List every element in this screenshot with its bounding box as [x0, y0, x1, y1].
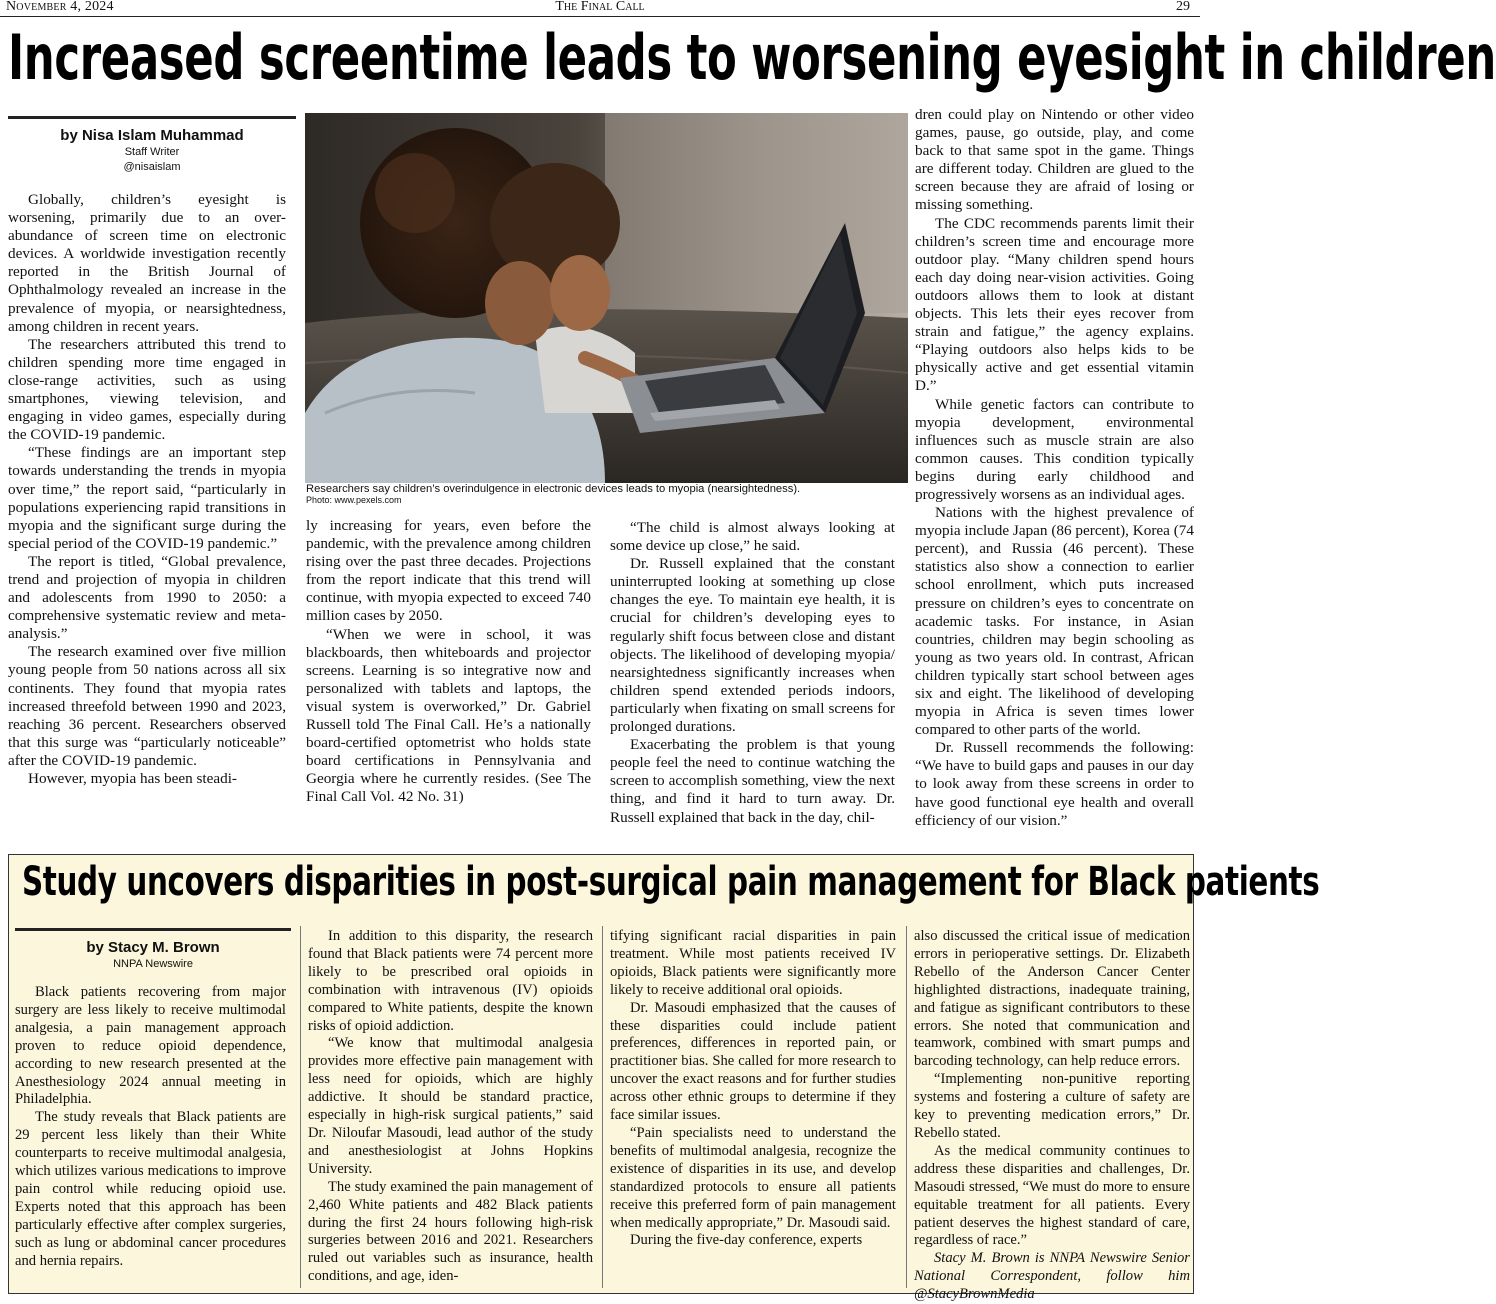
paragraph: Dr. Russell recommends the following: “We have to build gaps and pauses in our day to look away from these screens in order to have good functional eye health and overall efficiency of our vision.”	[915, 739, 1194, 829]
article-column-1	[8, 191, 286, 788]
paragraph: In addition to this disparity, the research found that Black patients were 74 percent more likely to be prescribed oral opioids in combination with intravenous (IV) opioids compared to White patients, despite the known risks of opioid addiction.	[308, 928, 593, 1034]
photo-caption-block	[306, 483, 906, 506]
article-column-4	[915, 106, 1194, 830]
paragraph: “When we were in school, it was blackboards, then whiteboards and projector screens. Learning is so integrative now and personalized with tablets and laptops, the visual system is overworked,” Dr. Gabriel Russell told The Final Call. He’s a nationally board-certified optometrist who holds state board certifications in Pennsylvania and Georgia where he currently resides. (See The Final Call Vol. 42 No. 31)	[306, 625, 591, 806]
author-handle: @nisaislam	[123, 161, 181, 173]
author-note: Stacy M. Brown is NNPA Newswire Senior National Correspondent, follow him @StacyBrownMedia	[914, 1250, 1190, 1303]
paragraph: “We know that multimodal analgesia provides more effective pain management with less need for opioids, which are highly addictive. It should be standard practice, especially in high-risk surgical patients,” said Dr. Niloufar Masoudi, lead author of the study and anesthesiologist at Johns Hopkins University.	[308, 1035, 593, 1177]
paragraph: tifying significant racial disparities in pain treatment. While most patients received IV opioids, Black patients were significantly more likely to receive additional oral opioids.	[610, 928, 896, 998]
paragraph: dren could play on Nintendo or other video games, pause, go outside, play, and come back to that same spot in the game. Things are different today. Children are glued to the screen because they are afraid of losing or missing something.	[915, 106, 1194, 214]
paragraph: The study reveals that Black patients are 29 percent less likely than their White counterparts to receive multimodal analgesia, which utilizes various medications to improve pain control while reducing opioid use. Experts noted that this approach has been particularly effective after complex surgeries, such as lung or abdominal cancer procedures and hernia repairs.	[15, 1109, 286, 1269]
paragraph: Nations with the highest prevalence of myopia include Japan (86 percent), Korea (74 percent), and Russia (46 percent). These statistics also show a connection to earlier school enrollment, which puts increased pressure on children’s eyes to concentrate on academic tasks. For instance, in Asian countries, children may begin schooling as young as two years old. In contrast, African children typically start school between ages six and eight. The likelihood of developing myopia in Africa is seven times lower compared to other parts of the world.	[915, 504, 1194, 739]
paragraph: During the five-day conference, experts	[630, 1232, 863, 1249]
article-column-1	[15, 984, 286, 1271]
author-name: by Stacy M. Brown	[86, 939, 220, 956]
paragraph: “The child is almost always looking at some device up close,” he said.	[610, 519, 895, 555]
paragraph: Globally, children’s eyesight is worsening, primarily due to an over-abundance of screen time on electronic devices. A worldwide investigation recently reported in the British Journal of Ophthalmology revealed an increase in the prevalence of myopia, or nearsightedness, among children in recent years.	[8, 191, 286, 335]
article-column-2	[306, 517, 591, 807]
paragraph: also discussed the critical issue of medication errors in perioperative settings. Dr. Elizabeth Rebello of the Anderson Cancer Center highlighted distractions, inadequate training, and fatigue as significant contributors to these errors. She noted that communication and teamwork, combined with smart pumps and barcoding technology, can help reduce errors.	[914, 928, 1190, 1070]
page-number: 29	[1176, 0, 1190, 14]
newspaper-name: The Final Call	[555, 0, 645, 14]
paragraph: The CDC recommends parents limit their children’s screen time and encourage more outdoor play. “Many children spend hours each day doing near-vision activities. Going outdoors allows them to look at distant objects. This lets their eyes recover from strain and fatigue,” the agency explains. “Playing outdoors also helps kids to be physically active and get essential vitamin D.”	[915, 214, 1194, 395]
article-column-3	[610, 519, 895, 827]
page-header	[0, 0, 1200, 17]
photo-credit: Photo: www.pexels.com	[306, 495, 402, 505]
article-headline: Increased screentime leads to worsening eyesight in children	[8, 21, 1496, 94]
issue-date: November 4, 2024	[6, 0, 114, 14]
article-photo	[305, 113, 908, 483]
paragraph: The report is titled, “Global prevalence, trend and projection of myopia in children and adolescents from 1990 to 2050: a comprehensive systematic review and meta-analysis.”	[8, 552, 286, 643]
column-divider	[906, 926, 907, 1288]
author-name: by Nisa Islam Muhammad	[60, 127, 244, 144]
article-column-2	[308, 928, 593, 1286]
paragraph: ly increasing for years, even before the pandemic, with the prevalence among children rising over the past three decades. Projections from the report indicate that this trend will continue, with myopia expected to exceed 740 million cases by 2050.	[306, 517, 591, 625]
author-role: NNPA Newswire	[113, 958, 193, 970]
paragraph: Black patients recovering from major surgery are less likely to receive multimodal analgesia, a pain management approach proven to reduce opioid dependence, according to new research presented at the Anesthesiology 2024 annual meeting in Philadelphia.	[15, 984, 286, 1108]
column-divider	[300, 926, 301, 1288]
article-headline: Study uncovers disparities in post-surgical pain management for Black patients	[22, 859, 1320, 905]
children-laptop-illustration	[305, 113, 908, 483]
byline-rule	[8, 116, 296, 119]
paragraph: However, myopia has been steadi-	[28, 770, 237, 787]
paragraph: The research examined over five million young people from 50 nations across all six continents. They found that myopia rates increased threefold between 1990 and 2023, reaching 36 percent. Researchers observed that this surge was “particularly noticeable” after the COVID-19 pandemic.	[8, 643, 286, 769]
paragraph: “Implementing non-punitive reporting systems and fostering a culture of safety are key to preventing medication errors,” Dr. Rebello stated.	[914, 1071, 1190, 1141]
paragraph: Exacerbating the problem is that young people feel the need to continue watching the screen to accomplish something, view the next thing, and find it hard to turn away. Dr. Russell explained that back in the day, chil-	[610, 736, 895, 826]
byline-block	[8, 116, 296, 175]
author-role: Staff Writer	[124, 146, 180, 158]
paragraph: The researchers attributed this trend to children spending more time engaged in close-range activities, such as using smartphones, viewing television, and engaging in video games, especially during the COVID-19 pandemic.	[8, 335, 286, 444]
photo-caption: Researchers say children’s overindulgence in electronic devices leads to myopia (nearsightedness).	[306, 483, 801, 495]
paragraph: Dr. Masoudi emphasized that the causes of these disparities could include patient preferences, differences in reported pain, or practitioner bias. She called for more research to uncover the exact reasons and for further studies across other ethnic groups to determine if they face similar issues.	[610, 999, 896, 1124]
paragraph: As the medical community continues to address these disparities and challenges, Dr. Masoudi stressed, “We must do more to ensure equitable treatment for all patients. Every patient deserves the highest standard of care, regardless of race.”	[914, 1142, 1190, 1249]
paragraph: The study examined the pain management of 2,460 White patients and 482 Black patients during the first 24 hours following high-risk surgeries between 2016 and 2021. Researchers ruled out variables such as insurance, health conditions, and age, iden-	[308, 1178, 593, 1285]
paragraph: Dr. Russell explained that the constant uninterrupted looking at something up close changes the eye. To maintain eye health, it is crucial for children’s developing eyes to regularly shift focus between close and distant objects. The likelihood of developing myopia/ nearsightedness significantly increases when children spend extended periods indoors, particularly when fixating on small screens for prolonged durations.	[610, 555, 895, 736]
paragraph: While genetic factors can contribute to myopia development, environmental influences such as muscle strain are also common causes. This condition typically begins during early childhood and progressively worsens as an individual ages.	[915, 395, 1194, 503]
article-column-4	[914, 928, 1190, 1304]
article-column-3	[610, 928, 896, 1250]
byline-rule	[15, 928, 291, 931]
byline-block	[15, 928, 291, 972]
column-divider	[602, 926, 603, 1288]
paragraph: “Pain specialists need to understand the benefits of multimodal analgesia, recognize the existence of disparities in its use, and develop standardized protocols to ensure all patients receive this preferred form of pain management when medically appropriate,” Dr. Masoudi said.	[610, 1124, 896, 1231]
paragraph: “These findings are an important step towards understanding the trends in myopia over time,” the report said, “particularly in populations experiencing rapid transitions in myopia and the significant surge during the special period of the COVID-19 pandemic.”	[8, 444, 286, 552]
